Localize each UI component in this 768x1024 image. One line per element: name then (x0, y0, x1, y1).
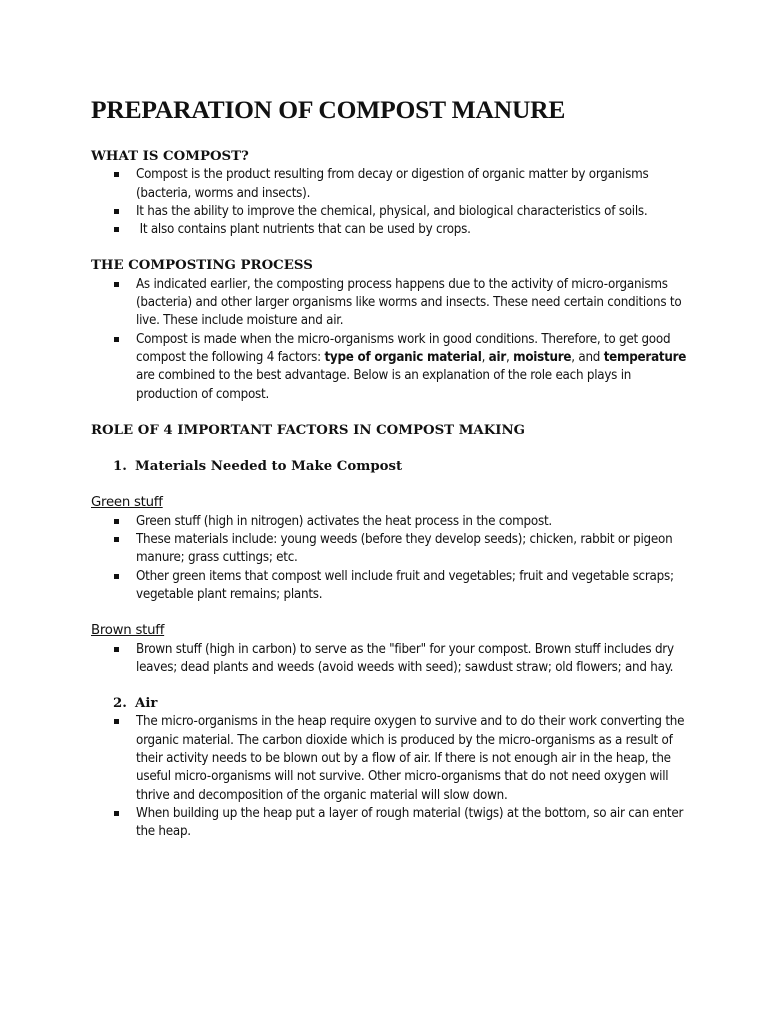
air-list (91, 713, 688, 841)
square-bullet-icon (114, 719, 119, 724)
square-bullet-icon (114, 172, 119, 177)
factor-heading-materials: 1. Materials Needed to Make Compost (113, 459, 403, 475)
section-heading-composting-process: THE COMPOSTING PROCESS (91, 258, 313, 274)
factor-organic-material: type of organic material (324, 349, 482, 365)
list-item: It also contains plant nutrients that can be used by crops. (136, 221, 688, 239)
square-bullet-icon (114, 519, 119, 524)
brown-stuff-list (91, 641, 688, 678)
factor-moisture: moisture (513, 349, 572, 365)
square-bullet-icon (114, 227, 119, 232)
square-bullet-icon (114, 282, 119, 287)
list-item: Compost is the product resulting from decay or digestion of organic matter by organisms (bacteria, worms and insects). (136, 166, 688, 203)
square-bullet-icon (114, 537, 119, 542)
list-item: Green stuff (high in nitrogen) activates the heat process in the compost. (136, 513, 688, 531)
list-item: As indicated earlier, the composting process happens due to the activity of micro-organisms (bacteria) and other larger organisms like worms and insects. These need certain conditions to live. These include moisture and air. (136, 276, 688, 331)
square-bullet-icon (114, 811, 119, 816)
document-title: PREPARATION OF COMPOST MANURE (91, 95, 566, 124)
square-bullet-icon (114, 574, 119, 579)
green-stuff-list (91, 513, 688, 604)
subheading-brown-stuff: Brown stuff (91, 623, 165, 639)
section-heading-what-is-compost: WHAT IS COMPOST? (91, 149, 249, 164)
list-item: When building up the heap put a layer of rough material (twigs) at the bottom, so air can enter the heap. (136, 805, 688, 842)
square-bullet-icon (114, 209, 119, 214)
list-item: These materials include: young weeds (before they develop seeds); chicken, rabbit or pigeon manure; grass cuttings; etc. (136, 531, 688, 568)
factor-air: air (488, 349, 506, 365)
composting-process-list (91, 276, 688, 404)
what-is-compost-list (91, 166, 688, 239)
list-item: It has the ability to improve the chemical, physical, and biological characteristics of soils. (136, 203, 688, 221)
list-item: Brown stuff (high in carbon) to serve as the "fiber" for your compost. Brown stuff includes dry leaves; dead plants and weeds (avoid weeds with seed); sawdust straw; old flowers; and hay. (136, 641, 688, 678)
section-heading-role-of-factors: ROLE OF 4 IMPORTANT FACTORS IN COMPOST MAKING (91, 422, 526, 438)
list-item: Other green items that compost well include fruit and vegetables; fruit and vegetable scraps; vegetable plant remains; plants. (136, 568, 688, 605)
factor-temperature: temperature (603, 349, 687, 365)
factor-heading-air: 2. Air (113, 696, 158, 712)
list-item: The micro-organisms in the heap require oxygen to survive and to do their work converting the organic material. The carbon dioxide which is produced by the micro-organisms as a result of their activity needs to be blown out by a flow of air. If there is not enough air in the heap, the useful micro-organisms will not survive. Other micro-organisms that do not need oxygen will thrive and decomposition of the organic material will slow down. (136, 713, 688, 804)
subheading-green-stuff: Green stuff (91, 495, 163, 511)
list-item: Compost is made when the micro-organisms work in good conditions. Therefore, to get good compost the following 4 factors: type of organic material, air, moisture, and temperature are combined to the best advantage. Below is an explanation of the role each plays in production of compost. (136, 331, 688, 404)
square-bullet-icon (114, 647, 119, 652)
square-bullet-icon (114, 337, 119, 342)
